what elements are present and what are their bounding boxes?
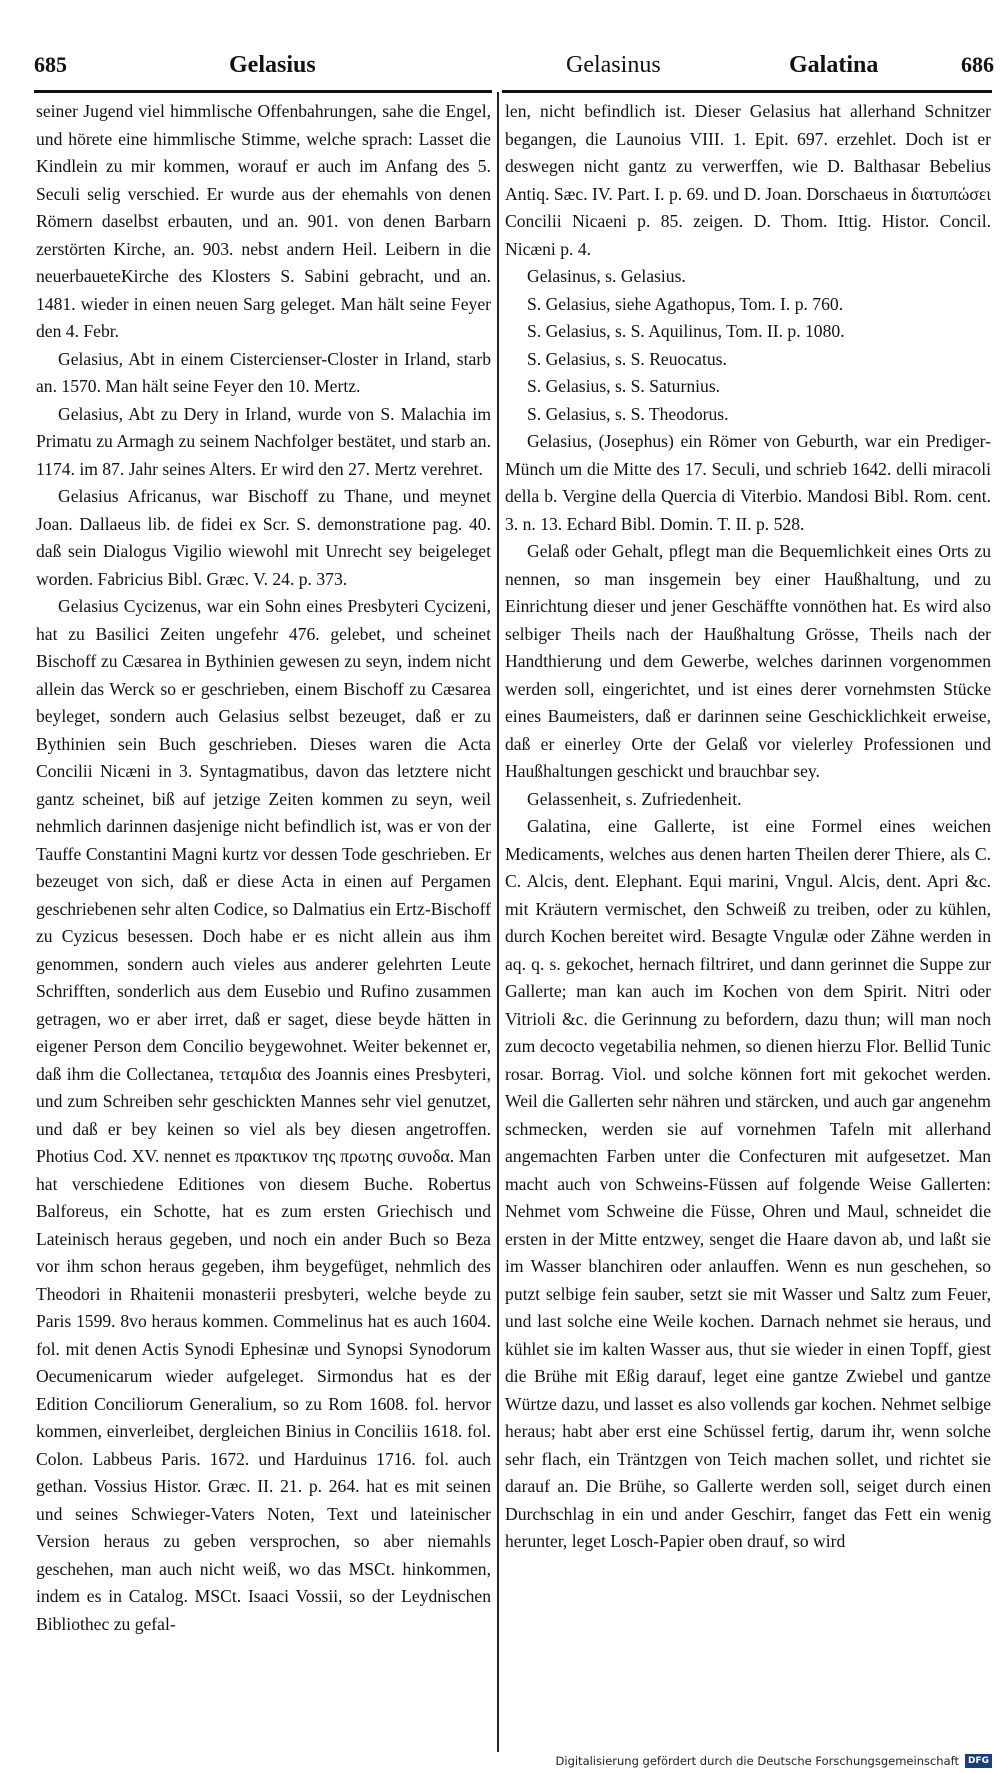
left-column <box>36 98 491 1753</box>
page-number-right: 686 <box>961 52 994 77</box>
dfg-logo: DFG <box>965 1754 992 1768</box>
paragraph: Gelaß oder Gehalt, pflegt man die Bequemlichkeit eines Orts zu nennen, so man insgemein bey einer Haußhaltung, und zu Einrichtung dieser und jener Geschäffte vonnöthen hat. Es wird also selbiger Theils nach der Haußhaltung Grösse, Theils nach der Handthierung und dem Gewerbe, welches darinnen vorgenommen werden soll, eingerichtet, und ist eines derer vornehmsten Stücke eines Baumeisters, daß er darinnen seine Geschicklichkeit erweise, daß er einerley Orte der Gelaß vor vielerley Professionen und Haußhaltungen geschickt und brauchbar sey. <box>505 541 991 781</box>
running-title-mid: Gelasinus <box>566 52 661 78</box>
footer-text: Digitalisierung gefördert durch die Deutsche Forschungsgemeinschaft <box>555 1754 959 1768</box>
paragraph: seiner Jugend viel himmlische Offenbahrungen, sahe die Engel, und hörete eine himmlische Stimme, welche sprach: Lasset die Kindlein zu mir kommen, worauf er auch im Anfang des 5. Seculi selig verschied. Er wurde aus der ehemahls von denen Römern daselbst erbauten, und an. 901. von denen Barbarn zerstörten Kirche, an. 903. nebst andern Heil. Leibern in die neuerbaueteKirche des Klosters S. Sabini gebracht, und an. 1481. wieder in einen neuen Sarg geleget. Man hält seine Feyer den 4. Febr. <box>36 101 491 341</box>
running-title-right: Galatina <box>789 52 879 78</box>
page-header <box>34 52 994 88</box>
paragraph: Gelasius, Abt in einem Cistercienser-Closter in Irland, starb an. 1570. Man hält seine Feyer den 10. Mertz. <box>36 348 491 396</box>
cross-reference: S. Gelasius, s. S. Theodorus. <box>527 403 729 424</box>
header-rule-right <box>502 90 992 93</box>
page-number-left: 685 <box>34 52 67 77</box>
header-rule-left <box>34 90 492 93</box>
paragraph: Gelasius, (Josephus) ein Römer von Geburth, war ein Prediger-Münch um die Mitte des 17. Seculi, und schrieb 1642. delli miracoli della b. Vergine della Quercia di Viterbio. Mandosi Bibl. Rom. cent. 3. n. 13. Echard Bibl. Domin. T. II. p. 528. <box>505 431 991 534</box>
cross-reference: Gelasinus, s. Gelasius. <box>527 266 686 286</box>
cross-reference: S. Gelasius, s. S. Reuocatus. <box>527 348 727 369</box>
paragraph: len, nicht befindlich ist. Dieser Gelasius hat allerhand Schnitzer begangen, die Launoius VIII. 1. Epit. 697. erzehlet. Doch ist er deswegen nicht gantz zu verwerffen, wie D. Balthasar Bebelius Antiq. Sæc. IV. Part. I. p. 69. und D. Joan. Dorschaeus in διατυπώσει Concilii Nicaeni p. 85. zeigen. D. Thom. Ittig. Histor. Concil. Nicæni p. 4. <box>505 101 991 259</box>
cross-reference: S. Gelasius, s. S. Aquilinus, Tom. II. p. 1080. <box>527 321 845 341</box>
paragraph: Gelasius Cycizenus, war ein Sohn eines Presbyteri Cycizeni, hat zu Basilici Zeiten ungefehr 476. gelebet, und scheinet Bischoff zu Cæsarea in Bythinien gewesen zu seyn, indem nicht allein das Werck so er geschrieben, einem Bischoff zu Cæsarea beyleget, sondern auch Gelasius selbst bezeuget, daß er zu Bythinien sein Buch geschrieben. Dieses waren die Acta Concilii Nicæni in 3. Syntagmatibus, davon das letztere nicht gantz scheinet, biß auf jetzige Zeiten kommen zu seyn, weil nehmlich darinnen dasjenige nicht befindlich ist, was er von der Tauffe Constantini Magni kurtz vor dessen Tode geschrieben. Er bezeuget von sich, daß er diese Acta in einen auf Pergamen geschriebenen sehr alten Codice, so Dalmatius ein Ertz-Bischoff zu Cyzicus besessen. Doch habe er es nicht allein aus ihm genommen, sondern auch vieles aus anderer gelehrten Leute Schrifften, sonderlich aus dem Eusebio und Rufino zusammen getragen, wo er aber irret, daß er saget, diese beyde hätten in eigener Person dem Concilio beygewohnet. Weiter bekennet er, daß ihm die Collectanea, τεταμδια des Joannis eines Presbyteri, und zum Schreiben sehr geschickten Mannes sehr viel genutzet, und daß er bey keinen so viel als bey diesen angetroffen. Photius Cod. XV. nennet es πρακτικον της πρωτης συνοδα. Man hat verschiedene Editiones von diesem Buche. Robertus Balforeus, ein Schotte, hat es zum ersten Griechisch und Lateinisch heraus gegeben, und noch ein ander Buch so Beza vor ihm schon heraus gegeben, ihm beygefüget, nehmlich des Theodori in Rhaitenii monasterii presbyteri, welche beyde zu Paris 1599. 8vo heraus kommen. Commelinus hat es auch 1604. fol. mit denen Actis Synodi Ephesinæ und Synopsi Synodorum Oecumenicarum wieder aufgeleget. Sirmondus hat es der Edition Conciliorum Generalium, so zu Rom 1608. fol. hervor kommen, einverleibet, dergleichen Binius in Conciliis 1618. fol. Colon. Labbeus Paris. 1672. und Harduinus 1716. fol. auch gethan. Vossius Histor. Græc. II. 21. p. 264. hat es mit seinen und seines Schwieger-Vaters Noten, Text und lateinischer Version heraus zu geben versprochen, so aber niemahls geschehen, man auch nicht weiß, wo das MSCt. hinkommen, indem es in Catalog. MSCt. Isaaci Vossii, so der Leydnischen Bibliothec zu gefal- <box>36 596 491 1634</box>
cross-reference: S. Gelasius, s. S. Saturnius. <box>527 376 721 396</box>
paragraph: Gelassenheit, s. Zufriedenheit. <box>527 788 742 809</box>
digitization-footer <box>556 1752 992 1770</box>
right-column <box>505 98 991 1753</box>
column-divider <box>497 92 499 1752</box>
paragraph: Galatina, eine Gallerte, ist eine Formel eines weichen Medicaments, welches aus denen harten Theilen derer Thiere, als C. C. Alcis, dent. Elephant. Equi marini, Vngul. Alcis, dent. Apri &c. mit Kräutern vermischet, den Schweiß zu treiben, oder zu kühlen, durch Kochen bereitet wird. Besagte Vngulæ oder Zähne werden in aq. q. s. gekochet, hernach filtriret, und dann gerinnet die Suppe zur Gallerte; man kan auch im Kochen von dem Spirit. Nitri oder Vitrioli &c. die Gerinnung zu befordern, dazu thun; will man noch zum decocto vegetabilia nehmen, so dienen hierzu Flor. Bellid Tunic rosar. Borrag. Viol. und solche können fort mit gekochet werden. Weil die Gallerten sehr nähren und stärcken, und auch gar angenehm schmecken, werden sie auf vornehmen Tafeln mit allerhand angemachten Farben unter die Confecturen mit aufgesetzet. Man macht auch von Schweins-Füssen auf folgende Weise Gallerten: Nehmet vom Schweine die Füsse, Ohren und Maul, schneidet die ersten in der Mitte entzwey, senget die Haare davon ab, und laßt sie im Wasser blanchiren oder anlauffen. Wenn es nun geschehen, so putzt selbige fein sauber, setzt sie mit Wasser und Saltz zum Feuer, und last solche eine Weile kochen. Darnach nehmet sie heraus, und kühlet sie im kalten Wasser aus, thut sie wieder in einen Topff, giest die Brühe mit Eßig darauf, leget eine gantze Zwiebel und gantze Würtze dazu, und lasset es also vollends gar kochen. Nehmet selbige heraus; habt aber erst eine Schüssel fertig, darum ihr, wenn solche sehr flach, ein Träntzgen von Teich machen sollet, und richtet sie darauf an. Die Brühe, so Gallerte werden soll, seiget durch einen Durchschlag in ein und ander Geschirr, fanget das Fett ein wenig herunter, leget Losch-Papier oben drauf, so wird <box>505 816 991 1551</box>
paragraph: Gelasius Africanus, war Bischoff zu Thane, und meynet Joan. Dallaeus lib. de fidei ex Scr. S. demonstratione pag. 40. daß sein Dialogus Vigilio wiewohl mit Unrecht sey beigeleget worden. Fabricius Bibl. Græc. V. 24. p. 373. <box>36 486 491 589</box>
paragraph: Gelasius, Abt zu Dery in Irland, wurde von S. Malachia im Primatu zu Armagh zu seinem Nachfolger bestätet, und starb an. 1174. im 87. Jahr seines Alters. Er wird den 27. Mertz verehret. <box>36 403 491 479</box>
running-title-left: Gelasius <box>229 52 316 78</box>
cross-reference: S. Gelasius, siehe Agathopus, Tom. I. p. 760. <box>527 293 844 314</box>
